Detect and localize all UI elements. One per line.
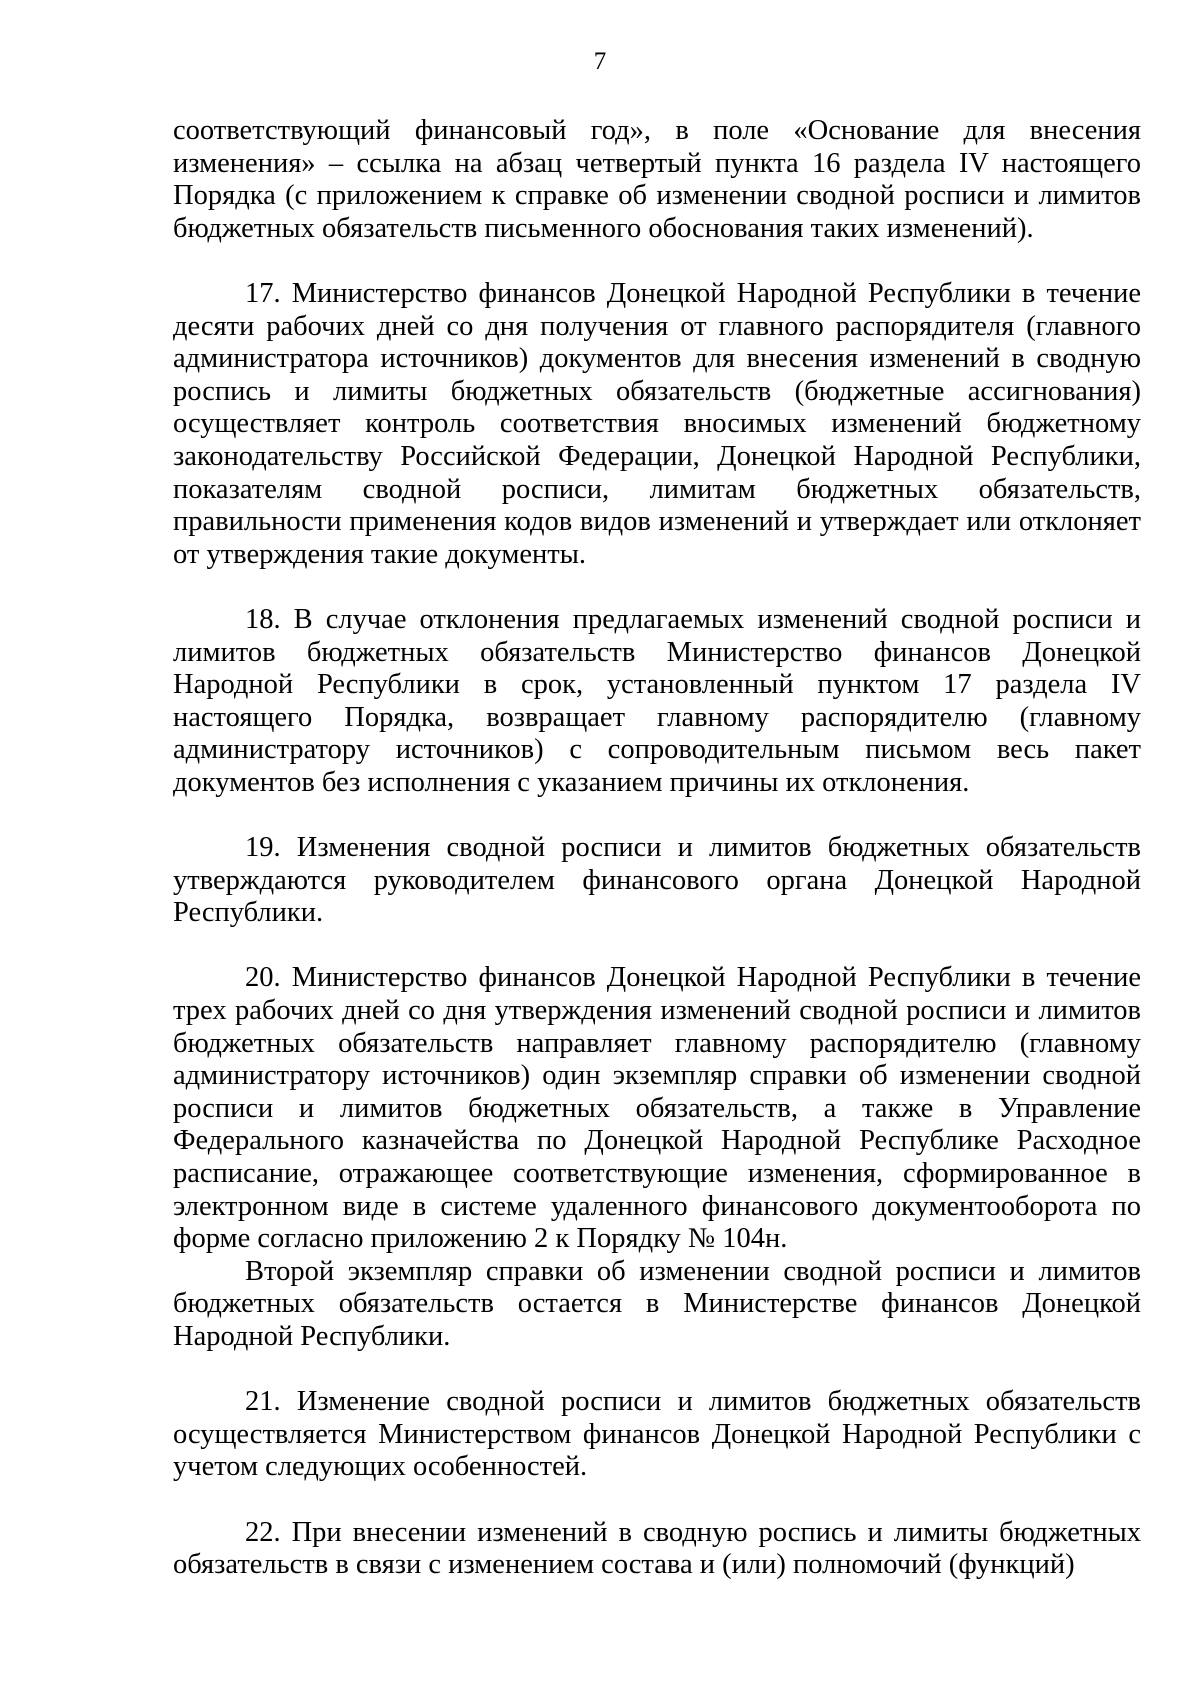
page-number: 7 (593, 48, 607, 75)
paragraph-continuation: соответствующий финансовый год», в поле «Основание для внесения изменения» – ссылка на абзац четвертый пункта 16 раздела IV настоящего Порядка (с приложением к справке об изменении сводной росписи и лимитов бюджетных обязательств письменного обоснования таких изменений). (173, 115, 1141, 244)
paragraph-17: 17. Министерство финансов Донецкой Народной Республики в течение десяти рабочих дней со дня получения от главного распорядителя (главного администратора источников) документов для внесения изменений в сводную роспись и лимиты бюджетных обязательств (бюджетные ассигнования) осуществляет контроль соответствия вносимых изменений бюджетному законодательству Российской Федерации, Донецкой Народной Республики, показателям сводной росписи, лимитам бюджетных обязательств, правильности применения кодов видов изменений и утверждает или отклоняет от утверждения такие документы. (173, 277, 1141, 570)
document-body (173, 115, 1141, 1582)
paragraph-22: 22. При внесении изменений в сводную роспись и лимиты бюджетных обязательств в связи с изменением состава и (или) полномочий (функций) (173, 1516, 1141, 1581)
paragraph-21: 21. Изменение сводной росписи и лимитов бюджетных обязательств осуществляется Министерством финансов Донецкой Народной Республики с учетом следующих особенностей. (173, 1386, 1141, 1483)
paragraph-18: 18. В случае отклонения предлагаемых изменений сводной росписи и лимитов бюджетных обязательств Министерство финансов Донецкой Народной Республики в срок, установленный пунктом 17 раздела IV настоящего Порядка, возвращает главному распорядителю (главному администратору источников) с сопроводительным письмом весь пакет документов без исполнения с указанием причины их отклонения. (173, 603, 1141, 798)
paragraph-20-second-copy: Второй экземпляр справки об изменении сводной росписи и лимитов бюджетных обязательств остается в Министерстве финансов Донецкой Народной Республики. (173, 1255, 1141, 1352)
paragraph-19: 19. Изменения сводной росписи и лимитов бюджетных обязательств утверждаются руководителем финансового органа Донецкой Народной Республики. (173, 832, 1141, 929)
paragraph-20: 20. Министерство финансов Донецкой Народной Республики в течение трех рабочих дней со дня утверждения изменений сводной росписи и лимитов бюджетных обязательств направляет главному распорядителю (главному администратору источников) один экземпляр справки об изменении сводной росписи и лимитов бюджетных обязательств, а также в Управление Федерального казначейства по Донецкой Народной Республике Расходное расписание, отражающее соответствующие изменения, сформированное в электронном виде в системе удаленного финансового документооборота по форме согласно приложению 2 к Порядку № 104н. (173, 962, 1141, 1255)
